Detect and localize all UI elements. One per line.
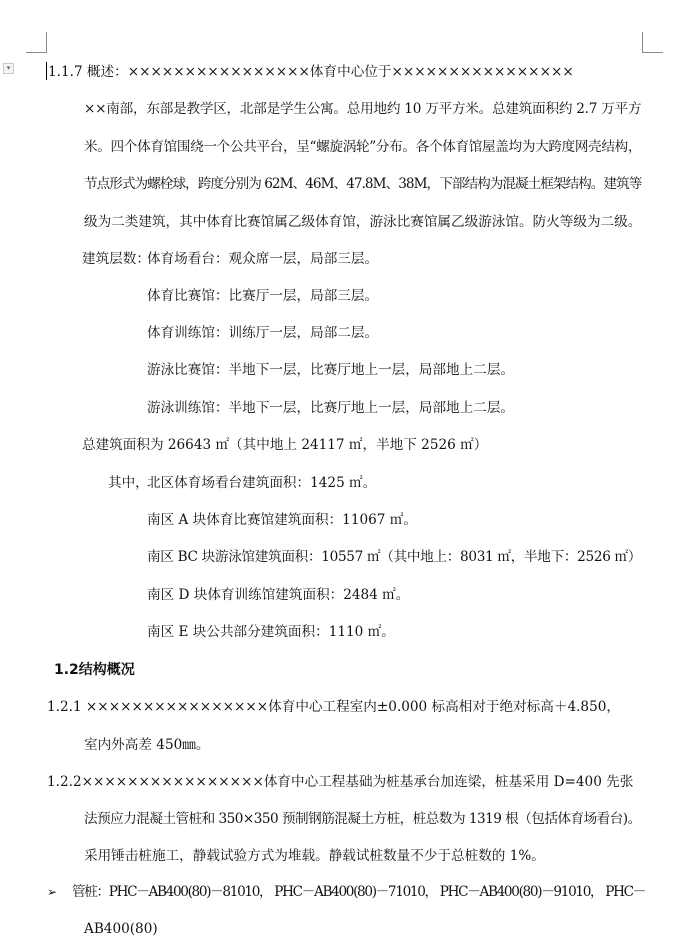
para-overview-line-1[interactable]: 1.1.7 概述：××××××××××××××××体育中心位于×××××××××××××××× [48,64,574,80]
area-item[interactable]: 南区 D 块体育训练馆建筑面积：2484 ㎡。 [147,587,410,603]
para-overview-line-2[interactable]: ××南部，东部是教学区，北部是学生公寓。总用地约 10 万平方米。总建筑面积约 2.7 万平方 [84,101,642,117]
floors-item[interactable]: 体育比赛馆：比赛厅一层，局部三层。 [147,288,379,304]
para-overview-line-5[interactable]: 级为二类建筑，其中体育比赛馆属乙级体育馆，游泳比赛馆属乙级游泳馆。防火等级为二级。 [84,214,642,230]
area-item[interactable]: 南区 BC 块游泳馆建筑面积：10557 ㎡（其中地上：8031 ㎡，半地下：2526 ㎡） [147,549,642,565]
bullet-cutoff-line[interactable]: AB400(80) [84,921,158,937]
para-1-2-2-line-2[interactable]: 法预应力混凝土管桩和 350×350 预制钢筋混凝土方桩，桩总数为 1319 根（包括体育场看台)。 [84,811,641,827]
section-heading-structure[interactable]: 1.2结构概况 [54,662,135,678]
area-breakdown-prefix[interactable]: 其中， [108,475,149,491]
floors-label[interactable]: 建筑层数： [82,251,150,267]
para-1-2-1-line-2[interactable]: 室内外高差 450㎜。 [84,737,210,753]
area-item[interactable]: 北区体育场看台建筑面积：1425 ㎡。 [147,475,377,491]
floors-item[interactable]: 体育场看台：观众席一层，局部三层。 [147,251,379,267]
floors-item[interactable]: 游泳比赛馆：半地下一层，比赛厅地上一层，局部地上二层。 [147,362,515,378]
collapse-heading-button[interactable]: ▾ [3,63,14,74]
bullet-pile-types[interactable]: 管桩：PHC－AB400(80)－81010， PHC－AB400(80)－71010， PHC－AB400(80)－91010， PHC－ [72,884,645,900]
page-corner-mark-top-left [26,32,47,53]
para-overview-line-4[interactable]: 节点形式为螺栓球，跨度分别为 62M、46M、47.8M、38M，下部结构为混凝土框架结构。建筑等 [84,176,642,192]
text-cursor [46,62,47,80]
total-area[interactable]: 总建筑面积为 26643 ㎡（其中地上 24117 ㎡，半地下 2526 ㎡） [82,437,488,453]
para-overview-line-3[interactable]: 米。四个体育馆围绕一个公共平台，呈“螺旋涡轮”分布。各个体育馆屋盖均为大跨度网壳结构， [84,139,642,155]
area-item[interactable]: 南区 A 块体育比赛馆建筑面积：11067 ㎡。 [147,512,417,528]
para-1-2-1-line-1[interactable]: 1.2.1 ××××××××××××××××体育中心工程室内±0.000 标高相对于绝对标高＋4.850， [47,699,620,715]
floors-item[interactable]: 体育训练馆：训练厅一层，局部二层。 [147,325,379,341]
page-corner-mark-top-right [642,32,663,53]
floors-item[interactable]: 游泳训练馆：半地下一层，比赛厅地上一层，局部地上二层。 [147,400,515,416]
para-1-2-2-line-3[interactable]: 采用锤击桩施工，静载试验方式为堆载。静载试桩数量不少于总桩数的 1%。 [84,848,545,864]
bullet-arrow-icon: ➢ [47,885,58,899]
area-item[interactable]: 南区 E 块公共部分建筑面积：1110 ㎡。 [147,624,395,640]
para-1-2-2-line-1[interactable]: 1.2.2××××××××××××××××体育中心工程基础为桩基承台加连梁，桩基采用 D=400 先张 [47,774,634,790]
